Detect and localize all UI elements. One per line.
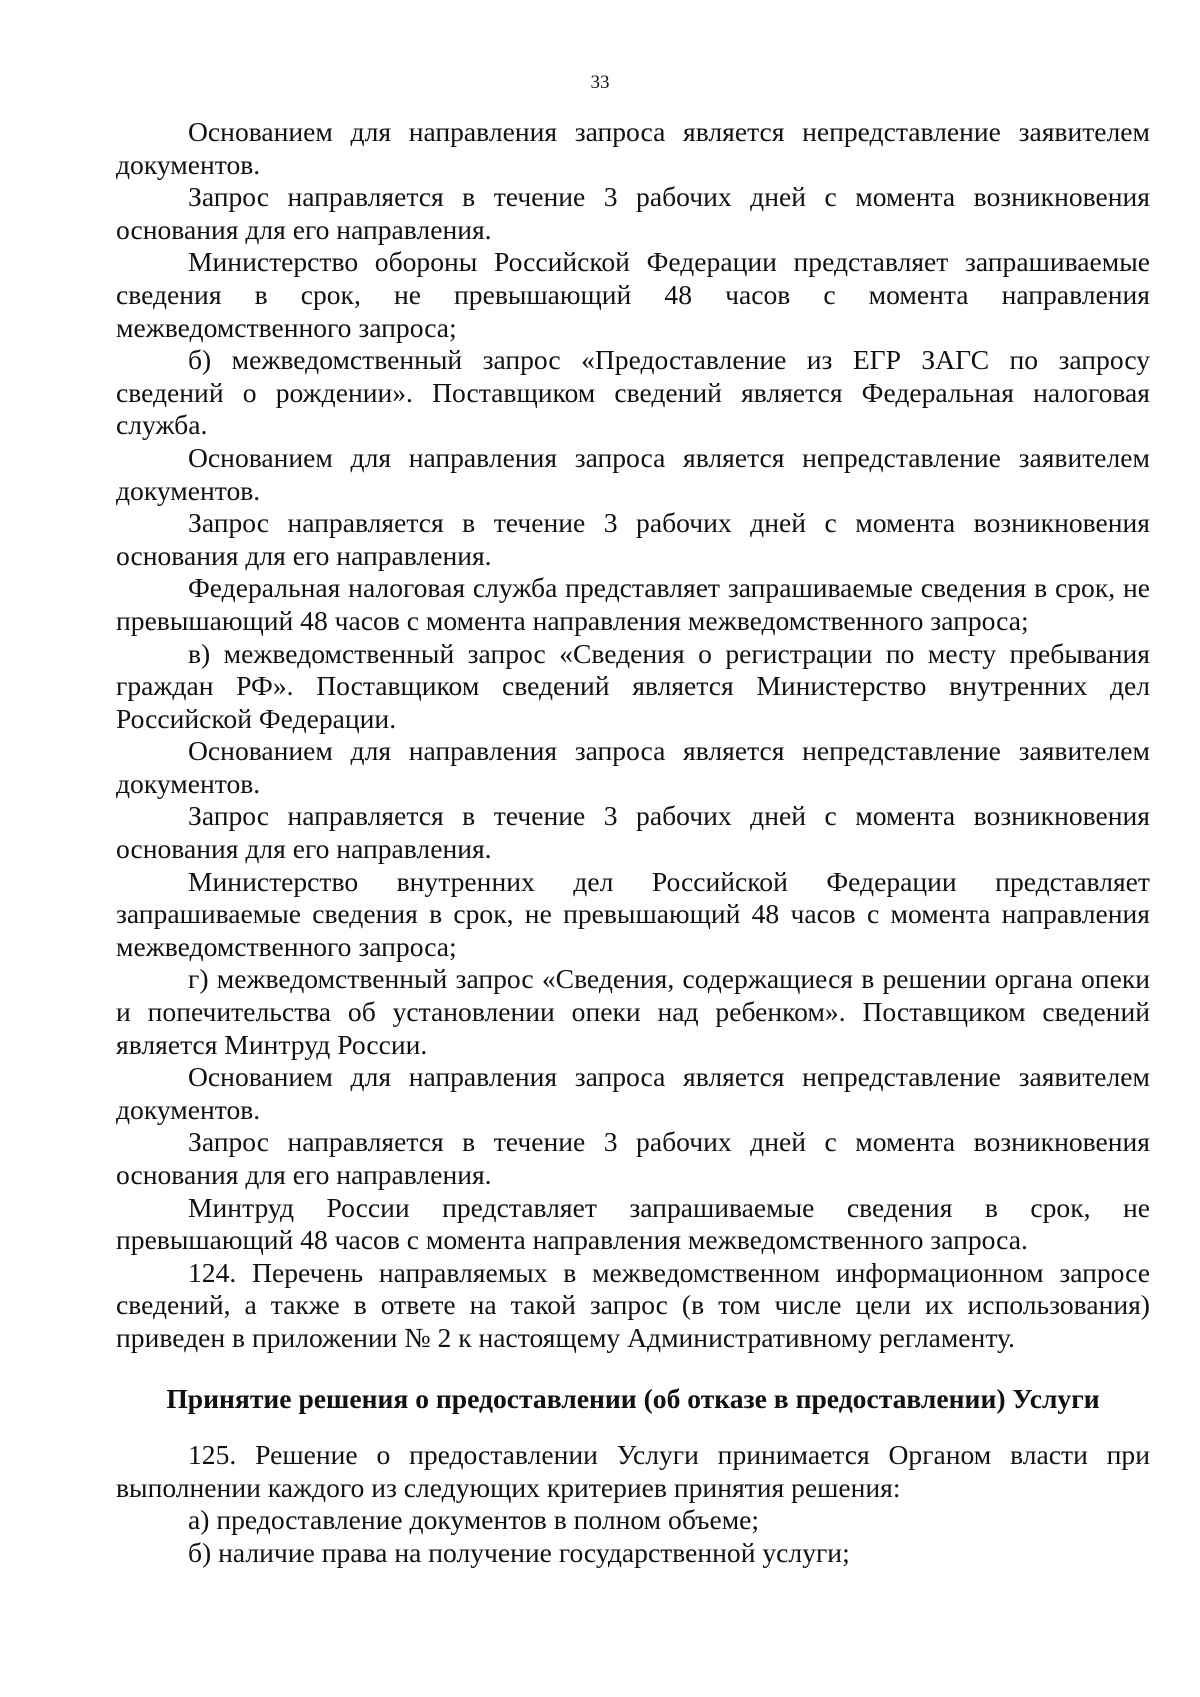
paragraph: Запрос направляется в течение 3 рабочих дней с момента возникновения основания для его направления.	[116, 507, 1150, 571]
paragraph: Запрос направляется в течение 3 рабочих дней с момента возникновения основания для его направления.	[116, 800, 1150, 865]
paragraph: Запрос направляется в течение 3 рабочих дней с момента возникновения основания для его направления.	[116, 181, 1150, 245]
paragraph: б) межведомственный запрос «Предоставление из ЕГР ЗАГС по запросу сведений о рождении». Поставщиком сведений является Федеральная налоговая служба.	[116, 344, 1150, 441]
paragraph: Минтруд России представляет запрашиваемые сведения в срок, не превышающий 48 часов с момента направления межведомственного запроса.	[116, 1191, 1150, 1256]
paragraph: Запрос направляется в течение 3 рабочих дней с момента возникновения основания для его направления.	[116, 1126, 1150, 1190]
list-item: б) наличие права на получение государственной услуги;	[188, 1536, 850, 1568]
paragraph: Основанием для направления запроса является непредставление заявителем документов.	[116, 441, 1150, 506]
paragraph: Основанием для направления запроса является непредставление заявителем документов.	[116, 1061, 1150, 1125]
paragraph: Основанием для направления запроса является непредставление заявителем документов.	[116, 116, 1150, 180]
paragraph: Федеральная налоговая служба представляет запрашиваемые сведения в срок, не превышающий 48 часов с момента направления межведомственного запроса;	[116, 572, 1150, 636]
paragraph: в) межведомственный запрос «Сведения о регистрации по месту пребывания граждан РФ». Поставщиком сведений является Министерство внутренних дел Российской Федерации.	[116, 637, 1150, 734]
page-number: 33	[590, 72, 610, 93]
document-body	[116, 116, 1150, 1570]
paragraph: 125. Решение о предоставлении Услуги принимается Органом власти при выполнении каждого из следующих критериев принятия решения:	[116, 1439, 1150, 1503]
paragraph: Основанием для направления запроса является непредставление заявителем документов.	[116, 735, 1150, 799]
paragraph: Министерство обороны Российской Федерации представляет запрашиваемые сведения в срок, не превышающий 48 часов с момента направления межведомственного запроса;	[116, 246, 1150, 343]
section-heading: Принятие решения о предоставлении (об отказе в предоставлении) Услуги	[166, 1382, 1100, 1414]
paragraph: 124. Перечень направляемых в межведомственном информационном запросе сведений, а также в ответе на такой запрос (в том числе цели их использования) приведен в приложении № 2 к настоящему Административному регламенту.	[116, 1256, 1150, 1353]
paragraph: Министерство внутренних дел Российской Федерации представляет запрашиваемые сведения в срок, не превышающий 48 часов с момента направления межведомственного запроса;	[116, 865, 1150, 962]
paragraph: г) межведомственный запрос «Сведения, содержащиеся в решении органа опеки и попечительства об установлении опеки над ребенком». Поставщиком сведений является Минтруд России.	[116, 963, 1150, 1060]
list-item: а) предоставление документов в полном объеме;	[188, 1504, 760, 1536]
